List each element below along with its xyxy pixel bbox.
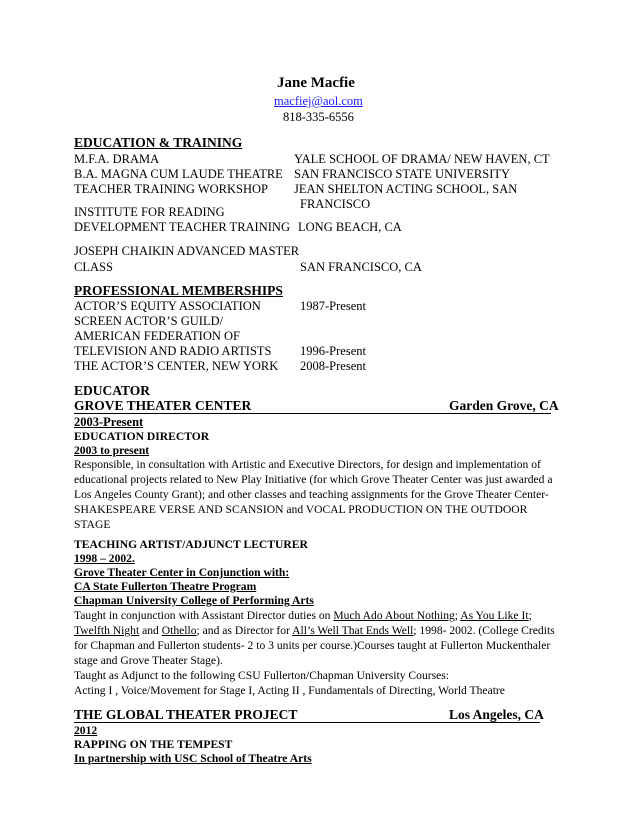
teaching-artist-title: TEACHING ARTIST/ADJUNCT LECTURER [74,538,308,551]
text-fragment: Taught in conjunction with Assistant Director duties on [74,609,334,622]
education-director-desc-line: Los Angeles County Grant); and other classes and teaching assignments for the Grove Theater Center- [74,488,549,501]
teaching-desc-line-3: for Chapman and Fullerton students- 2 to 3 units per course.)Courses taught at Fullerton Muckenthaler [74,639,551,652]
location-sf: SAN FRANCISCO, CA [300,260,422,274]
grove-years: 2003-Present [74,415,144,429]
membership-actors-center-years: 2008-Present [300,359,366,373]
institute-reading-cont: DEVELOPMENT TEACHER TRAINING [74,220,290,234]
membership-aftra-cont: TELEVISION AND RADIO ARTISTS [74,344,272,358]
play-title: Othello [161,624,197,637]
email-link[interactable]: macfiej@aol.com [274,94,363,108]
grove-underline [74,413,551,414]
play-title: As You Like It [460,609,529,622]
adjunct-courses-intro: Taught as Adjunct to the following CSU Fullerton/Chapman University Courses: [74,669,449,682]
education-director-desc-line: SHAKESPEARE VERSE AND SCANSION and VOCAL PRODUCTION ON THE OUTDOOR [74,503,528,516]
global-org: THE GLOBAL THEATER PROJECT [74,707,298,722]
school-jean-shelton: JEAN SHELTON ACTING SCHOOL, SAN [294,182,518,196]
education-director-title: EDUCATION DIRECTOR [74,430,210,443]
chaikin-class-cont: CLASS [74,260,113,274]
education-director-desc-line: Responsible, in consultation with Artistic and Executive Directors, for design and implementation of [74,458,541,471]
teaching-artist-dates: 1998 – 2002. [74,552,135,565]
school-yale: YALE SCHOOL OF DRAMA/ NEW HAVEN, CT [294,152,550,166]
education-director-desc-line: STAGE [74,518,111,531]
phone-number: 818-335-6556 [283,110,354,124]
teaching-desc-line-2 [74,624,555,638]
school-jean-shelton-cont: FRANCISCO [300,197,371,211]
degree-ba: B.A. MAGNA CUM LAUDE THEATRE [74,167,283,181]
global-year: 2012 [74,724,98,737]
education-director-desc-line: educational projects related to New Play Initiative (for which Grove Theater Center was just awarded a [74,473,553,486]
text-fragment: and [139,624,162,637]
teaching-artist-sub: Chapman University College of Performing Arts [74,594,314,607]
institute-reading: INSTITUTE FOR READING [74,205,225,219]
chaikin-class: JOSEPH CHAIKIN ADVANCED MASTER [74,244,300,258]
global-partner: In partnership with USC School of Theatre Arts [74,752,312,765]
education-heading: EDUCATION & TRAINING [74,135,243,150]
global-title: RAPPING ON THE TEMPEST [74,738,233,751]
adjunct-courses-list: Acting I , Voice/Movement for Stage I, Acting II , Fundamentals of Directing, World Theatre [74,684,505,697]
membership-sag: SCREEN ACTOR’S GUILD/ [74,314,224,328]
membership-equity: ACTOR’S EQUITY ASSOCIATION [74,299,261,313]
grove-org: GROVE THEATER CENTER [74,398,252,413]
play-title: Much Ado About Nothing [333,609,455,622]
grove-location: Garden Grove, CA [449,398,559,413]
global-underline [74,722,540,723]
degree-mfa: M.F.A. DRAMA [74,152,160,166]
membership-aftra: AMERICAN FEDERATION OF [74,329,240,343]
educator-heading: EDUCATOR [74,383,151,398]
membership-sag-years: 1996-Present [300,344,366,358]
text-fragment: ; [528,609,532,622]
global-location: Los Angeles, CA [449,707,544,722]
teaching-desc-line-4: stage and Grove Theater Stage). [74,654,223,667]
membership-actors-center: THE ACTOR’S CENTER, NEW YORK [74,359,279,373]
location-long-beach: LONG BEACH, CA [298,220,402,234]
membership-equity-years: 1987-Present [300,299,366,313]
teaching-artist-sub: CA State Fullerton Theatre Program [74,580,257,593]
teacher-training: TEACHER TRAINING WORKSHOP [74,182,268,196]
play-title: All’s Well That Ends Well [292,624,414,637]
text-fragment: ; and as Director for [196,624,293,637]
teaching-artist-sub: Grove Theater Center in Conjunction with: [74,566,290,579]
education-director-dates: 2003 to present [74,444,150,457]
text-fragment: ; [454,609,461,622]
teaching-desc-line-1 [74,609,532,623]
memberships-heading: PROFESSIONAL MEMBERSHIPS [74,283,283,298]
school-sfsu: SAN FRANCISCO STATE UNIVERSITY [294,167,511,181]
text-fragment: ; 1998- 2002. (College Credits [413,624,555,637]
play-title: Twelfth Night [74,624,140,637]
resume-name: Jane Macfie [277,75,355,91]
